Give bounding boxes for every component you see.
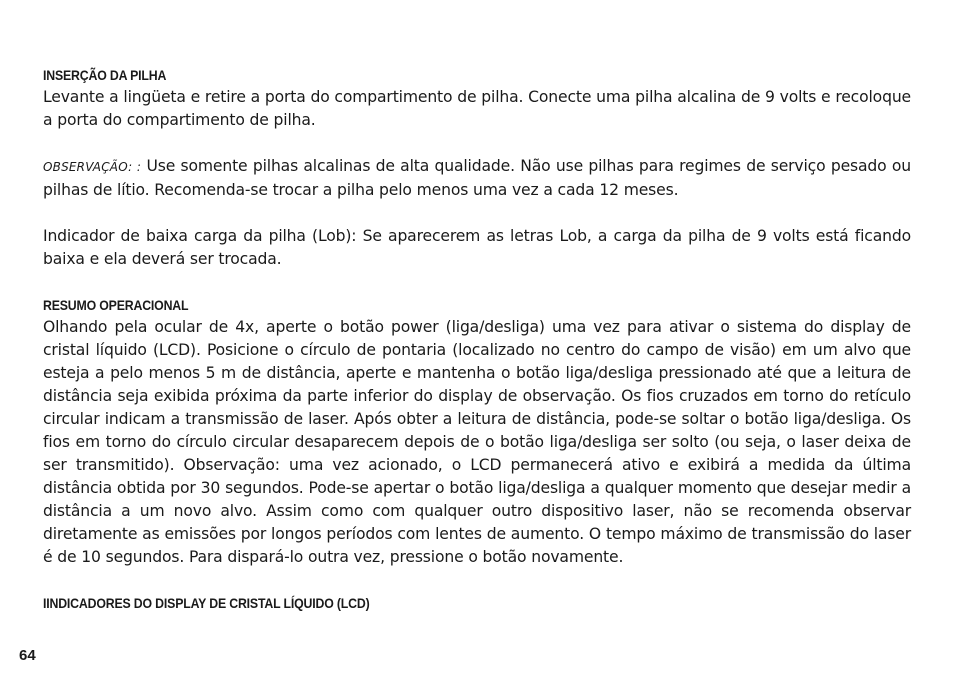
- page-number: 64: [19, 647, 36, 664]
- operation-summary-text: Olhando pela ocular de 4x, aperte o botão power (liga/desliga) uma vez para ativar o sistema do display de cristal líquido (LCD). Posicione o círculo de pontaria (localizado no centro do campo de visão) em um alvo que esteja a pelo menos 5 m de distância, aperte e mantenha o botão liga/desliga pressionado até que a leitura de distância seja exibida próxima da parte inferior do display de observação. Os fios cruzados em torno do retículo circular indicam a transmissão de laser. Após obter a leitura de distância, pode-se soltar o botão liga/desliga. Os fios em torno do círculo circular desaparecem depois de o botão liga/desliga ser solto (ou seja, o laser deixa de ser transmitido). Observação: uma vez acionado, o LCD permanecerá ativo e exibirá a medida da última distância obtida por 30 segundos. Pode-se apertar o botão liga/desliga a qualquer momento que desejar medir a distância a um novo alvo. Assim como com qualquer outro dispositivo laser, não se recomenda observar diretamente as emissões por longos períodos com lentes de aumento. O tempo máximo de transmissão do laser é de 10 segundos. Para dispará-lo outra vez, pressione o botão novamente.: [43, 318, 911, 566]
- spacer: [43, 271, 911, 294]
- operation-summary-heading: RESUMO OPERACIONAL: [43, 297, 189, 313]
- spacer: [43, 202, 911, 225]
- battery-insertion-text: Levante a lingüeta e retire a porta do compartimento de pilha. Conecte uma pilha alcalina de 9 volts e recoloque a porta do compartimento de pilha.: [43, 88, 911, 129]
- spacer: [43, 569, 911, 592]
- note-label: OBSERVAÇÃO: :: [43, 160, 142, 174]
- battery-note: [43, 155, 911, 202]
- battery-insertion-heading: INSERÇÃO DA PILHA: [43, 67, 167, 83]
- spacer: [43, 132, 911, 155]
- lcd-indicators-heading: IINDICADORES DO DISPLAY DE CRISTAL LÍQUIDO (LCD): [43, 595, 370, 611]
- document-page: [43, 64, 911, 614]
- note-text: Use somente pilhas alcalinas de alta qualidade. Não use pilhas para regimes de serviço pesado ou pilhas de lítio. Recomenda-se trocar a pilha pelo menos uma vez a cada 12 meses.: [43, 157, 911, 199]
- low-battery-text: Indicador de baixa carga da pilha (Lob): Se aparecerem as letras Lob, a carga da pilha de 9 volts está ficando baixa e ela deverá ser trocada.: [43, 227, 911, 268]
